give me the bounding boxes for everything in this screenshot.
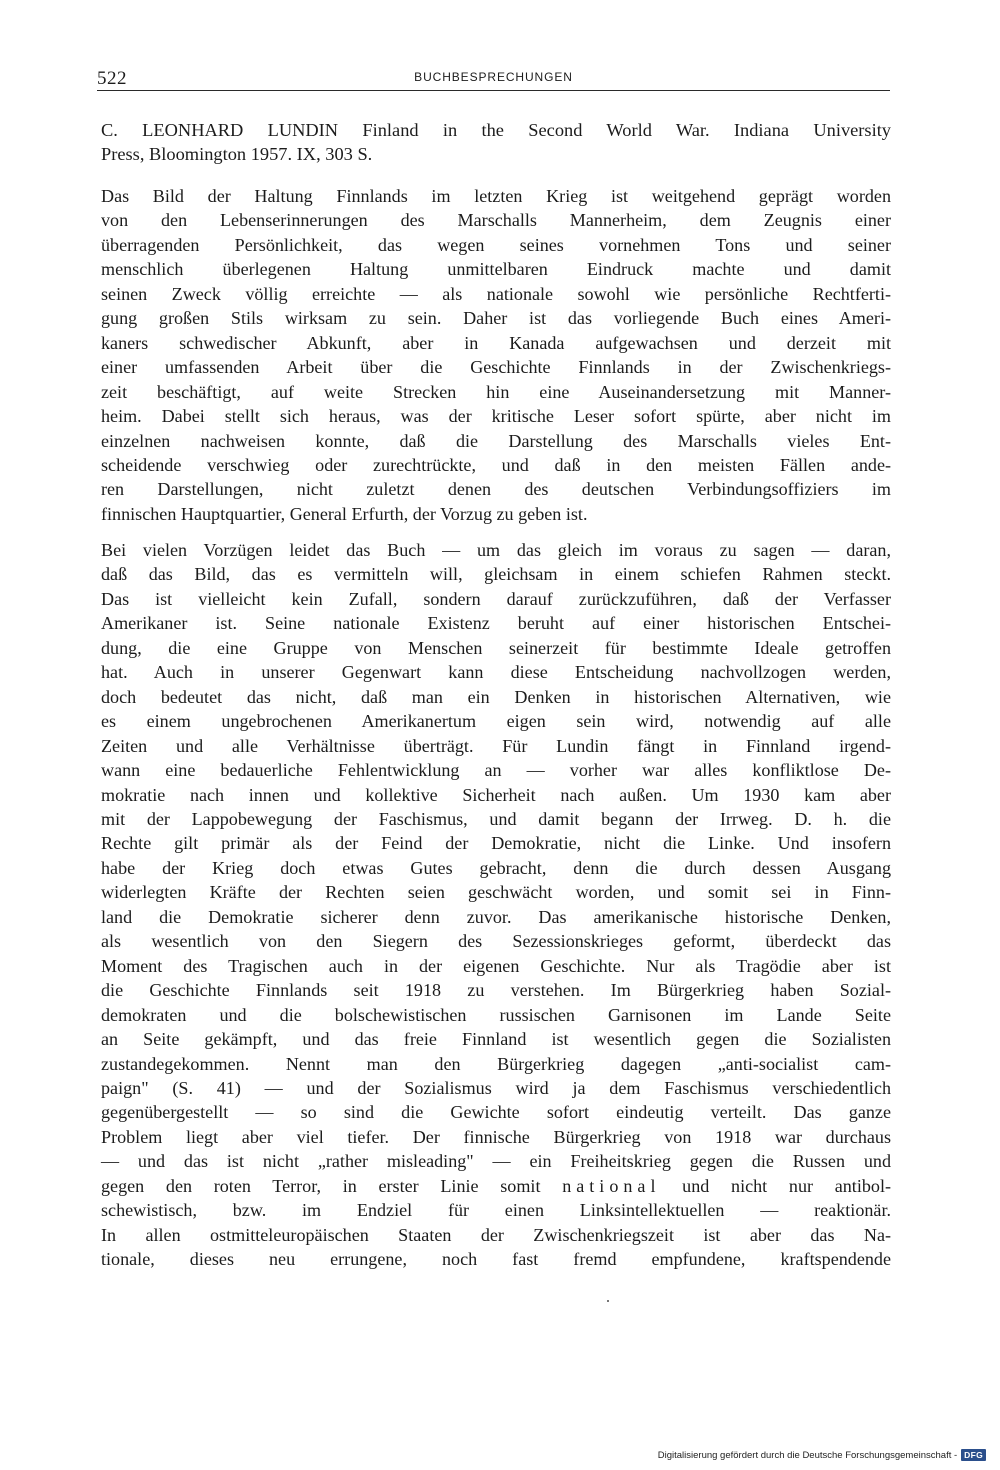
- text-line: Problem liegt aber viel tiefer. Der finnische Bürgerkrieg von 1918 war durchaus: [101, 1126, 891, 1147]
- text-line: daß das Bild, das es vermitteln will, gleichsam in einem schiefen Rahmen steckt.: [101, 564, 891, 585]
- text-line: widerlegten Kräfte der Rechten seien geschwächt worden, und somit sei in Finn-: [101, 882, 891, 903]
- text-line: — und das ist nicht „rather misleading" — ein Freiheitskrieg gegen die Russen und: [101, 1151, 891, 1172]
- text-line: finnischen Hauptquartier, General Erfurth, der Vorzug zu geben ist.: [101, 503, 588, 524]
- text-line: überragenden Persönlichkeit, das wegen seines vornehmen Tons und seiner: [101, 234, 891, 255]
- text-line: es einem ungebrochenen Amerikanertum eigen sein wird, notwendig auf alle: [101, 711, 891, 732]
- text-line: seinen Zweck völlig erreichte — als nationale sowohl wie persönliche Rechtferti-: [101, 283, 891, 304]
- text-line: tionale, dieses neu errungene, noch fast fremd empfundene, kraftspendende: [101, 1249, 891, 1270]
- text-line: Moment des Tragischen auch in der eigenen Geschichte. Nur als Tragödie aber ist: [101, 955, 891, 976]
- dfg-logo: DFG: [961, 1449, 986, 1461]
- text-line: die Geschichte Finnlands seit 1918 zu verstehen. Im Bürgerkrieg haben Sozial-: [101, 980, 891, 1001]
- text-line: zustandegekommen. Nennt man den Bürgerkrieg dagegen „anti-socialist cam-: [101, 1053, 891, 1074]
- text-line: heim. Dabei stellt sich heraus, was der kritische Leser sofort spürte, aber nicht im: [101, 406, 891, 427]
- page-number: 522: [97, 68, 127, 89]
- review-paragraph-2: [101, 538, 891, 1272]
- citation-line: C. LEONHARD LUNDIN Finland in the Second World War. Indiana University: [101, 120, 891, 140]
- text-line: demokraten und die bolschewistischen russischen Garnisonen im Lande Seite: [101, 1004, 891, 1025]
- text-line: paign" (S. 41) — und der Sozialismus wird ja dem Faschismus verschiedentlich: [101, 1077, 891, 1098]
- text-line: einzelnen nachweisen konnte, daß die Darstellung des Marschalls vieles Ent-: [101, 430, 891, 451]
- text-fragment: und nicht nur antibol-: [660, 1175, 892, 1196]
- text-line: hat. Auch in unserer Gegenwart kann diese Entscheidung nachvollzogen werden,: [101, 662, 891, 683]
- text-line: schewistisch, bzw. im Endziel für einen Linksintellektuellen — reaktionär.: [101, 1200, 891, 1221]
- book-citation: [101, 118, 891, 166]
- page-header: [97, 64, 890, 91]
- text-line: menschlich überlegenen Haltung unmittelbaren Eindruck machte und damit: [101, 259, 891, 280]
- text-line: gegenübergestellt — so sind die Gewichte sofort eindeutig verteilt. Das ganze: [101, 1102, 891, 1123]
- text-line: an Seite gekämpft, und das freie Finnland ist wesentlich gegen die Sozialisten: [101, 1029, 891, 1050]
- text-line: Das ist vielleicht kein Zufall, sondern darauf zurückzuführen, daß der Verfasser: [101, 588, 891, 609]
- text-line: Rechte gilt primär als der Feind der Demokratie, nicht die Linke. Und insofern: [101, 833, 891, 854]
- text-line: ren Darstellungen, nicht zuletzt denen des deutschen Verbindungsoffiziers im: [101, 479, 891, 500]
- text-line: habe der Krieg doch etwas Gutes gebracht, denn die durch dessen Ausgang: [101, 857, 891, 878]
- footer-credit: Digitalisierung gefördert durch die Deutsche Forschungsgemeinschaft -: [657, 1449, 958, 1461]
- text-line: einer umfassenden Arbeit über die Geschichte Finnlands in der Zwischenkriegs-: [101, 357, 891, 378]
- text-line: doch bedeutet das nicht, daß man ein Denken in historischen Alternativen, wie: [101, 686, 891, 707]
- text-line: als wesentlich von den Siegern des Sezessionskrieges geformt, überdeckt das: [101, 931, 891, 952]
- text-line: von den Lebenserinnerungen des Marschalls Mannerheim, dem Zeugnis einer: [101, 210, 891, 231]
- text-line: In allen ostmitteleuropäischen Staaten der Zwischenkriegszeit ist aber das Na-: [101, 1224, 891, 1245]
- digitization-footer: [658, 1449, 986, 1461]
- text-line: land die Demokratie sicherer denn zuvor. Das amerikanische historische Denken,: [101, 906, 891, 927]
- text-line: Zeiten und alle Verhältnisse überträgt. Für Lundin fängt in Finnland irgend-: [101, 735, 891, 756]
- running-head: BUCHBESPRECHUNGEN: [414, 70, 573, 84]
- text-line: dung, die eine Gruppe von Menschen seinerzeit für bestimmte Ideale getroffen: [101, 637, 891, 658]
- text-line: mokratie nach innen und kollektive Sicherheit nach außen. Um 1930 kam aber: [101, 784, 891, 805]
- text-line: zeit beschäftigt, auf weite Strecken hin eine Auseinandersetzung mit Manner-: [101, 381, 891, 402]
- text-line: Bei vielen Vorzügen leidet das Buch — um das gleich im voraus zu sagen — daran,: [101, 540, 891, 560]
- spaced-emphasis: national: [562, 1175, 661, 1196]
- text-line: mit der Lappobewegung der Faschismus, und damit begann der Irrweg. D. h. die: [101, 808, 891, 829]
- citation-line: Press, Bloomington 1957. IX, 303 S.: [101, 144, 373, 164]
- text-line: scheidende verschwieg oder zurechtrückte, und daß in den meisten Fällen ande-: [101, 454, 891, 475]
- scan-speck: [607, 1300, 609, 1302]
- text-line: Amerikaner ist. Seine nationale Existenz beruht auf einer historischen Entschei-: [101, 613, 891, 634]
- text-fragment: gegen den roten Terror, in erster Linie somit: [101, 1175, 563, 1196]
- text-line: kaners schwedischer Abkunft, aber in Kanada aufgewachsen und derzeit mit: [101, 332, 891, 353]
- text-line: Das Bild der Haltung Finnlands im letzten Krieg ist weitgehend geprägt worden: [101, 186, 891, 206]
- text-line: gung großen Stils wirksam zu sein. Daher ist das vorliegende Buch eines Ameri-: [101, 308, 891, 329]
- review-paragraph-1: [101, 184, 891, 526]
- text-line: [101, 1174, 891, 1198]
- text-line: wann eine bedauerliche Fehlentwicklung an — vorher war alles konfliktlose De-: [101, 760, 891, 781]
